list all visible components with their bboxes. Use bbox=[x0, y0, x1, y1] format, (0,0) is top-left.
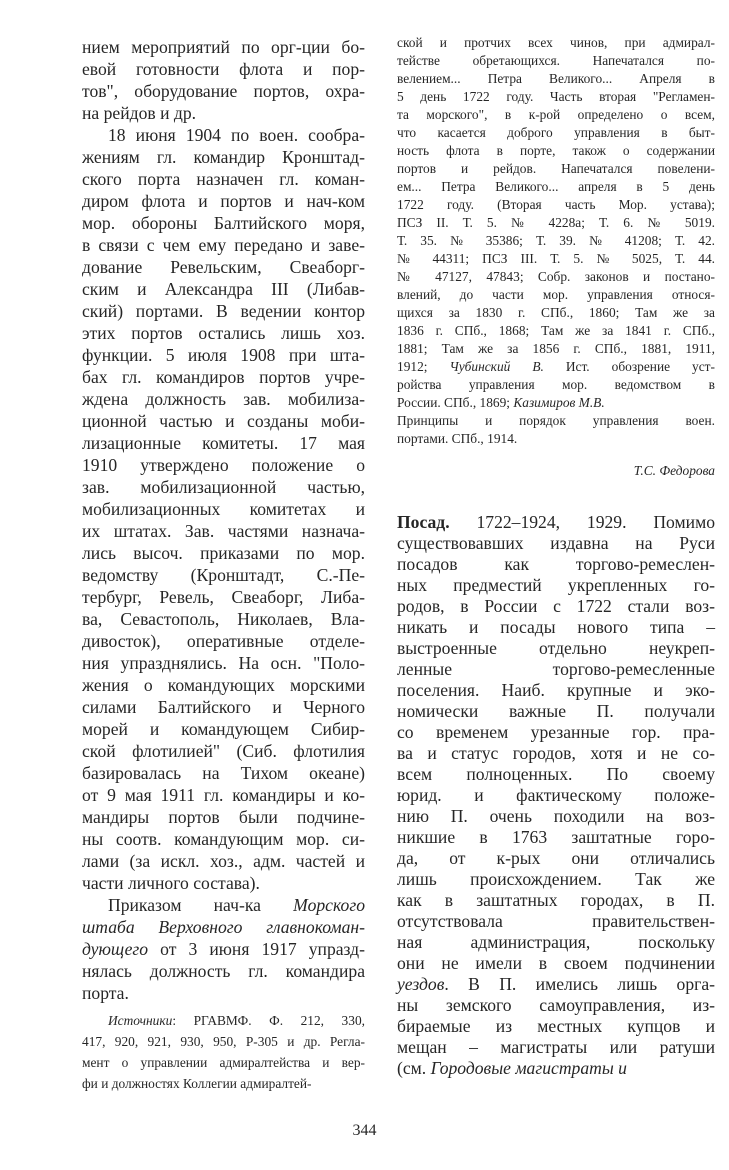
text-line: от 9 мая 1911 гл. командиры и ко- bbox=[82, 785, 365, 805]
text-line: ционной частью и созданы моби- bbox=[82, 411, 365, 431]
text-line: лишь происхождением. Так же bbox=[397, 869, 715, 889]
text-line: велением... Петра Великого... Апреля в bbox=[397, 71, 715, 86]
text-line: ведомству (Кронштадт, С.-Пе- bbox=[82, 565, 365, 585]
text-line: 5 день 1722 году. Часть вторая "Регламен- bbox=[397, 89, 715, 104]
text-line: портами. СПб., 1914. bbox=[397, 431, 518, 446]
text-line: жения о командующих морскими bbox=[82, 675, 365, 695]
text-line: та морского", в к-рой определено о всем, bbox=[397, 107, 715, 122]
text-line: лись высоч. приказами по мор. bbox=[82, 543, 365, 563]
text-line: бах гл. командиров портов учре- bbox=[82, 367, 365, 387]
text-line: их штатах. Зав. частями назнача- bbox=[82, 521, 365, 541]
text-line: ждена должность зав. мобилиза- bbox=[82, 389, 365, 409]
text-line: ных предместий укрепленных го- bbox=[397, 575, 715, 595]
text-segment: (см. bbox=[397, 1058, 431, 1078]
text-line bbox=[82, 1010, 365, 1031]
text-line: 18 июня 1904 по воен. сообра- bbox=[108, 125, 365, 145]
text-line bbox=[82, 938, 365, 960]
text-line: Принципы и порядок управления воен. bbox=[397, 413, 715, 428]
text-line: ны земского самоуправления, из- bbox=[397, 995, 715, 1015]
text-line: дивосток), оперативные отделе- bbox=[82, 631, 365, 651]
text-line: бираемые из местных купцов и bbox=[397, 1016, 715, 1036]
text-line: щихся за 1830 г. СПб., 1860; Там же за bbox=[397, 305, 715, 320]
text-line: силами Балтийского и Черного bbox=[82, 697, 365, 717]
text-segment: Приказом нач-ка bbox=[108, 895, 294, 915]
text-line bbox=[397, 358, 715, 376]
text-line: порта. bbox=[82, 983, 129, 1003]
text-line: № 47127, 47843; Собр. законов и постано- bbox=[397, 269, 715, 284]
text-line: морей и командующем Сибир- bbox=[82, 719, 365, 739]
text-line: ПСЗ II. Т. 5. № 4228а; Т. 6. № 5019. bbox=[397, 215, 715, 230]
article-author: Т.С. Федорова bbox=[633, 463, 715, 478]
text-line: они не имели в своем подчинении bbox=[397, 953, 715, 973]
text-line: ройства управления мор. ведомством в bbox=[397, 377, 715, 392]
text-line: 1910 утверждено положение о bbox=[82, 455, 365, 475]
text-line: ная администрация, поскольку bbox=[397, 932, 715, 952]
text-line: нию П. очень походили на воз- bbox=[397, 806, 715, 826]
text-line: ны соотв. командующим мор. си- bbox=[82, 829, 365, 849]
right-column-article-posad bbox=[397, 512, 715, 1079]
text-line: никать и посады нового типа – bbox=[397, 617, 715, 637]
text-line: что касается доброго управления в быт- bbox=[397, 125, 715, 140]
text-line: ва, Севастополь, Николаев, Вла- bbox=[82, 609, 365, 629]
right-column-sources bbox=[397, 34, 715, 448]
italic-text: Чубинский В. bbox=[449, 359, 544, 374]
text-line: посадов как торгово-ремеслен- bbox=[397, 554, 715, 574]
italic-text: Источники bbox=[108, 1013, 173, 1028]
text-line: отсутствовала правительствен- bbox=[397, 911, 715, 931]
text-line: части личного состава). bbox=[82, 873, 260, 893]
text-line: в связи с чем ему передано и заве- bbox=[82, 235, 365, 255]
text-line: 1836 г. СПб., 1868; Там же за 1841 г. СПб., bbox=[397, 323, 715, 338]
text-line: да, от к-рых они отличались bbox=[397, 848, 715, 868]
text-segment: : РГАВМФ. Ф. 212, 330, bbox=[172, 1013, 365, 1028]
text-line: выстроенные отдельно неукреп- bbox=[397, 638, 715, 658]
text-line: нялась должность гл. командира bbox=[82, 961, 365, 981]
text-line: ленные торгово-ремесленные bbox=[397, 659, 715, 679]
text-line: ва и статус городов, хотя и не со- bbox=[397, 743, 715, 763]
text-line: лизационные комитеты. 17 мая bbox=[82, 433, 365, 453]
text-line: как в заштатных городах, в П. bbox=[397, 890, 715, 910]
text-line: ской и протчих всех чинов, при адмирал- bbox=[397, 35, 715, 50]
text-line: со временем урезанные гор. пра- bbox=[397, 722, 715, 742]
left-column-body bbox=[82, 36, 365, 1004]
text-line: ность флота в порте, також о содержании bbox=[397, 143, 715, 158]
text-line bbox=[397, 974, 715, 995]
italic-text: Городовые магистраты и bbox=[430, 1058, 627, 1078]
left-column-sources bbox=[82, 1010, 365, 1094]
text-line: влений, до части мор. управления относя- bbox=[397, 287, 715, 302]
text-line: никшие в 1763 заштатные горо- bbox=[397, 827, 715, 847]
text-line: нием мероприятий по орг-ции бо- bbox=[82, 37, 365, 57]
text-line: родов, в России с 1722 стали воз- bbox=[397, 596, 715, 616]
text-line: Т. 35. № 35386; Т. 39. № 41208; Т. 42. bbox=[397, 233, 715, 248]
text-line: 1881; Там же за 1856 г. СПб., 1881, 1911, bbox=[397, 341, 715, 356]
text-line: ем... Петра Великого... апреля в 5 день bbox=[397, 179, 715, 194]
text-line bbox=[82, 916, 365, 938]
text-line bbox=[397, 1058, 715, 1079]
text-line: зав. мобилизационной частью, bbox=[82, 477, 365, 497]
text-line: жениям гл. командир Кронштад- bbox=[82, 147, 365, 167]
text-line: ский) портами. В ведении контор bbox=[82, 301, 365, 321]
italic-text: Морского bbox=[293, 895, 365, 915]
text-line: базировалась на Тихом океане) bbox=[82, 763, 365, 783]
text-line: 1722 году. (Вторая часть Мор. устава); bbox=[397, 197, 715, 212]
text-line: диром флота и портов и нач-ком bbox=[82, 191, 365, 211]
text-line: мещан – магистраты или ратуши bbox=[397, 1037, 715, 1057]
text-line: существовавших издавна на Руси bbox=[397, 533, 715, 553]
text-line: всем полноценных. По своему bbox=[397, 764, 715, 784]
italic-text: штаба Верховного главнокоман- bbox=[82, 917, 365, 937]
text-line: ским и Александра III (Либав- bbox=[82, 279, 365, 299]
text-line: тов", оборудование портов, охра- bbox=[82, 81, 365, 101]
text-line: фи и должностях Коллегии адмиралтей- bbox=[82, 1076, 312, 1091]
text-line: евой готовности флота и пор- bbox=[82, 59, 365, 79]
text-line: тербург, Ревель, Свеаборг, Либа- bbox=[82, 587, 365, 607]
text-line: мент о управлении адмиралтейства и вер- bbox=[82, 1055, 365, 1070]
italic-text: Казимиров М.В. bbox=[513, 395, 605, 410]
text-line bbox=[397, 512, 715, 533]
text-line: мор. обороны Балтийского моря, bbox=[82, 213, 365, 233]
text-segment: от 3 июня 1917 упразд- bbox=[148, 939, 365, 959]
text-line: ской флотилией" (Сиб. флотилия bbox=[82, 741, 365, 761]
text-line: ского порта назначен гл. коман- bbox=[82, 169, 365, 189]
text-line: № 44311; ПСЗ III. Т. 5. № 5025, Т. 44. bbox=[397, 251, 715, 266]
text-segment: 1912; bbox=[397, 359, 450, 374]
text-line: ния упразднялись. На осн. "Поло- bbox=[82, 653, 365, 673]
headword: Посад. bbox=[397, 512, 450, 532]
text-line bbox=[82, 894, 365, 916]
text-line: функции. 5 июля 1908 при шта- bbox=[82, 345, 365, 365]
page-number: 344 bbox=[352, 1122, 377, 1139]
text-line: портов и рейдов. Напечатался повелени- bbox=[397, 161, 715, 176]
text-segment: России. СПб., 1869; bbox=[397, 395, 514, 410]
italic-text: уездов bbox=[397, 974, 445, 994]
text-line: дование Ревельским, Свеаборг- bbox=[82, 257, 365, 277]
text-line: на рейдов и др. bbox=[82, 103, 197, 123]
text-segment: . В П. имелись лишь орга- bbox=[444, 974, 715, 994]
text-line: мобилизационных комитетах и bbox=[82, 499, 365, 519]
text-line: лами (за искл. хоз., адм. частей и bbox=[82, 851, 365, 871]
text-segment: 1722–1924, 1929. Помимо bbox=[449, 512, 715, 532]
italic-text: дующего bbox=[82, 939, 149, 959]
text-line: мандиры портов были подчине- bbox=[82, 807, 365, 827]
text-line: поселения. Наиб. крупные и эко- bbox=[397, 680, 715, 700]
text-line: номически важные П. получали bbox=[397, 701, 715, 721]
text-line: 417, 920, 921, 930, 950, Р-305 и др. Регла- bbox=[82, 1034, 365, 1049]
text-line bbox=[397, 394, 715, 412]
text-line: юрид. и фактическому положе- bbox=[397, 785, 715, 805]
text-segment: Ист. обозрение уст- bbox=[543, 359, 715, 374]
text-line: тействе обретающихся. Напечатался по- bbox=[397, 53, 715, 68]
text-line: этих портов остались лишь хоз. bbox=[82, 323, 365, 343]
